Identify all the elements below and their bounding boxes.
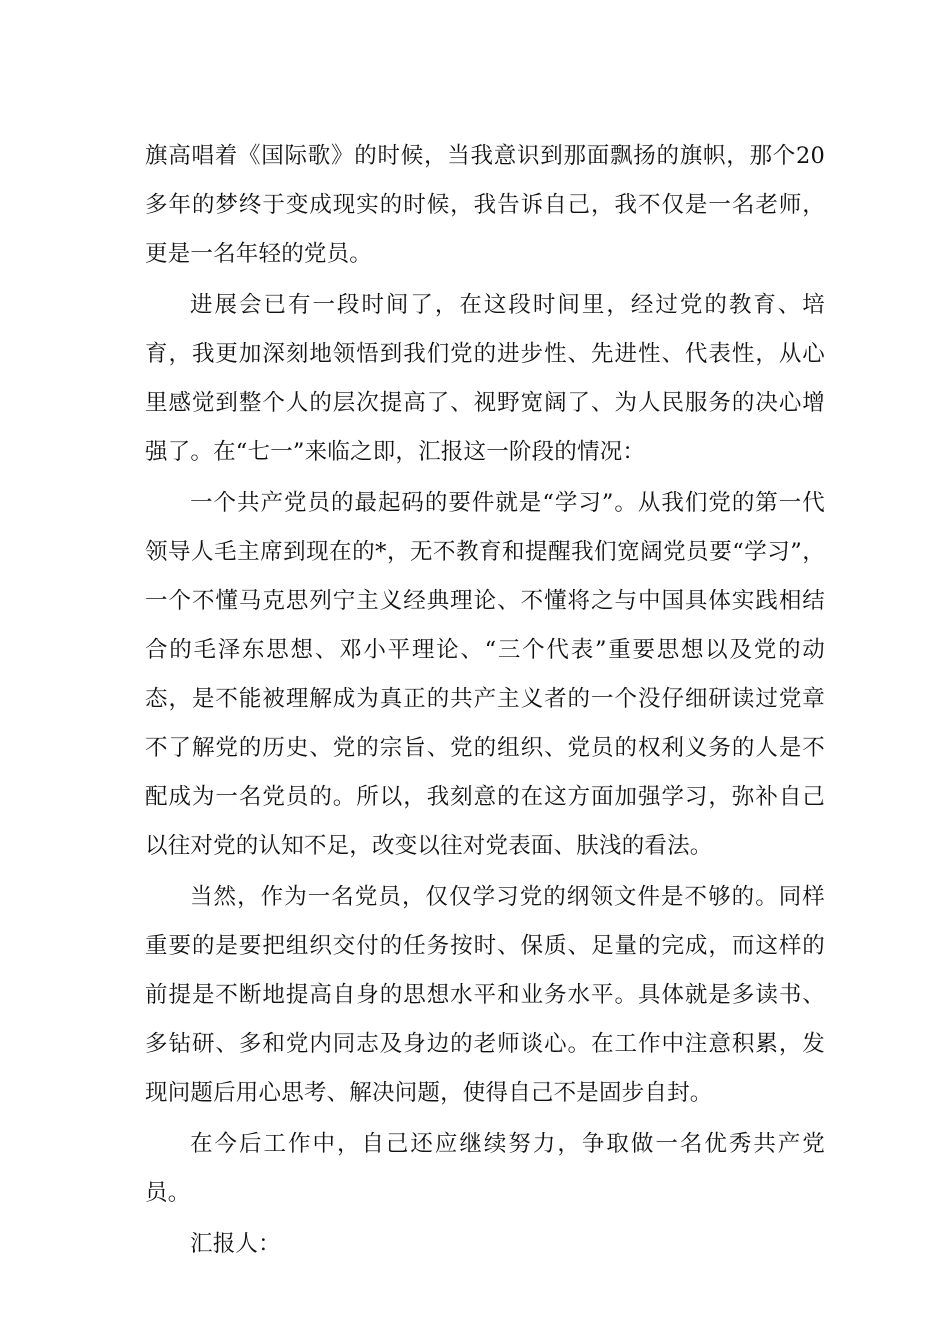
paragraph-4: 当然，作为一名党员，仅仅学习党的纲领文件是不够的。同样重要的是要把组织交付的任务按时、保质、足量的完成，而这样的前提是不断地提高自身的思想水平和业务水平。具体就是多读书、多钻研、多和党内同志及身边的老师谈心。在工作中注意积累，发现问题后用心思考、解决问题，使得自己不是固步自封。 xyxy=(145,884,825,1106)
paragraph-2: 进展会已有一段时间了，在这段时间里，经过党的教育、培育，我更加深刻地领悟到我们党的进步性、先进性、代表性，从心里感觉到整个人的层次提高了、视野宽阔了、为人民服务的决心增强了。在“七一”来临之即，汇报这一阶段的情况： xyxy=(145,292,825,465)
paragraph-3: 一个共产党员的最起码的要件就是“学习”。从我们党的第一代领导人毛主席到现在的*，无不教育和提醒我们宽阔党员要“学习”，一个不懂马克思列宁主义经典理论、不懂将之与中国具体实践相结合的毛泽东思想、邓小平理论、“三个代表”重要思想以及党的动态，是不能被理解成为真正的共产主义者的一个没仔细研读过党章不了解党的历史、党的宗旨、党的组织、党员的权利义务的人是不配成为一名党员的。所以，我刻意的在这方面加强学习，弥补自己以往对党的认知不足，改变以往对党表面、肤浅的看法。 xyxy=(145,490,825,859)
paragraph-5: 在今后工作中，自己还应继续努力，争取做一名优秀共产党员。 xyxy=(145,1131,825,1206)
paragraph-1: 旗高唱着《国际歌》的时候，当我意识到那面飘扬的旗帜，那个20多年的梦终于变成现实的时候，我告诉自己，我不仅是一名老师，更是一名年轻的党员。 xyxy=(145,143,825,267)
reporter-signature-line: 汇报人： xyxy=(190,1231,281,1257)
document-body xyxy=(145,132,825,1271)
